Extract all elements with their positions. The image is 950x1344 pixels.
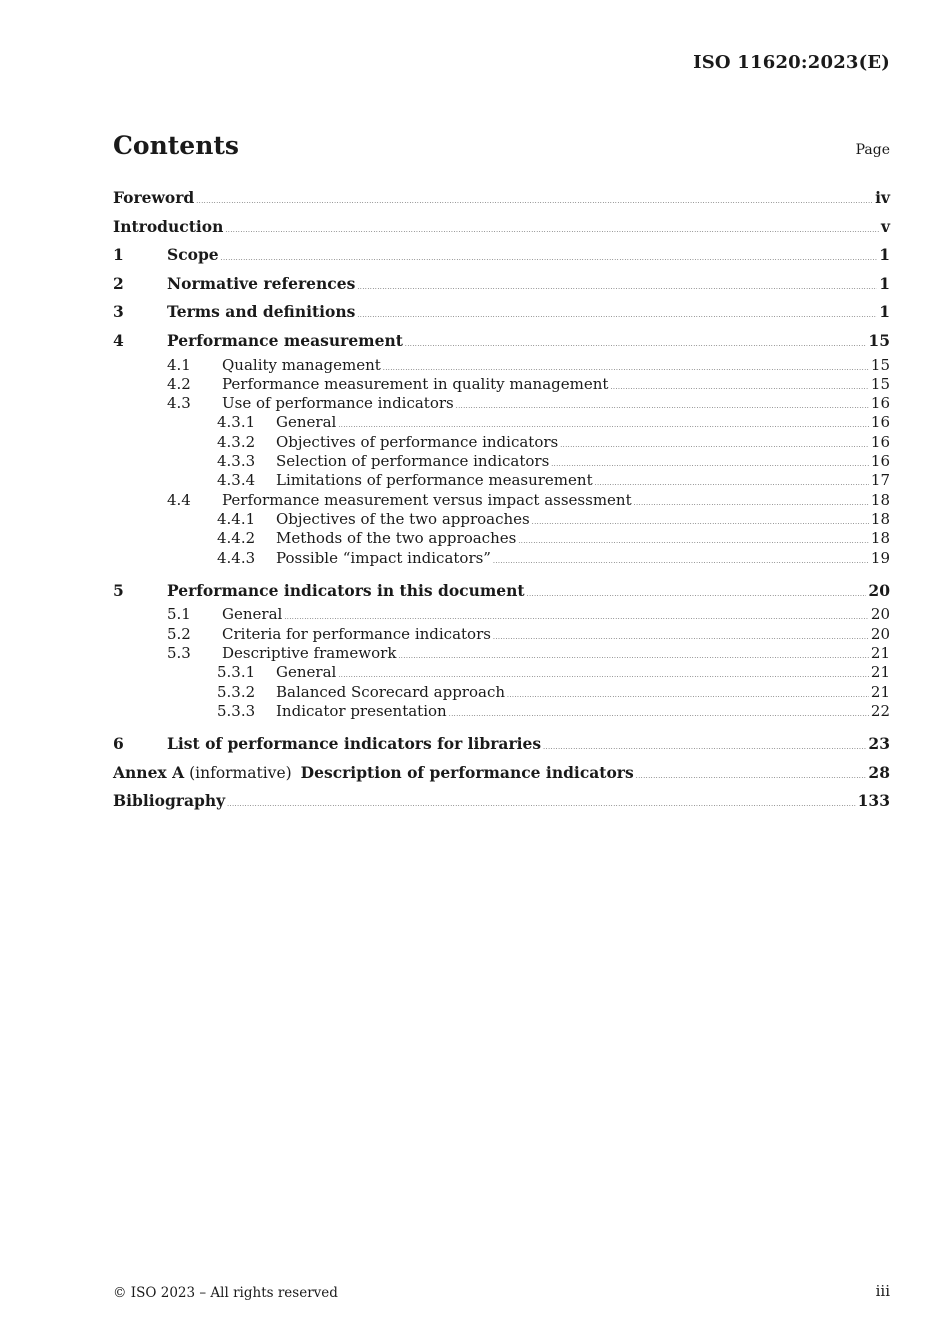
toc-entry-title: Performance measurement versus impact assessment (222, 490, 632, 509)
toc-entry-page: 21 (870, 663, 890, 682)
toc-entry-title: General (222, 605, 283, 624)
toc-entry-title: List of performance indicators for libraries (167, 734, 542, 754)
dot-leader (610, 378, 868, 397)
toc-entry-title: Methods of the two approaches (276, 529, 517, 548)
toc-entry-4-2[interactable] (113, 375, 890, 394)
toc-entry-title: Introduction (113, 216, 224, 236)
toc-entry-page: 18 (870, 509, 890, 528)
copyright-notice: © ISO 2023 – All rights reserved (113, 1285, 338, 1301)
toc-entry-title: Indicator presentation (276, 701, 447, 720)
toc-entry-4-3-3[interactable] (113, 452, 890, 471)
toc-entry-5-3-3[interactable] (113, 702, 890, 721)
toc-entry-page: 22 (870, 701, 890, 720)
dot-leader (227, 791, 856, 820)
toc-entry-title: General (276, 413, 337, 432)
toc-entry-title: Performance indicators in this document (167, 580, 525, 600)
toc-entry-number: 5.3 (167, 644, 191, 663)
toc-entry-page: iv (875, 188, 890, 207)
toc-entry-page: 1 (879, 273, 890, 293)
toc-entry-4-3-1[interactable] (113, 413, 890, 432)
toc-entry-page: 1 (879, 245, 890, 265)
toc-entry-title: Normative references (167, 273, 356, 293)
toc-entry-page: 16 (870, 413, 890, 432)
dot-leader (225, 217, 879, 246)
toc-entry-number: 5.1 (167, 605, 191, 624)
toc-entry-annex-label: Annex A (113, 762, 185, 782)
toc-entry-page: 21 (870, 644, 890, 663)
toc-entry-number: 4.3.4 (217, 471, 256, 490)
toc-entry-page: 20 (868, 580, 890, 600)
dot-leader (527, 581, 867, 610)
toc-entry-title: Performance measurement (167, 330, 403, 350)
toc-entry-6[interactable] (113, 730, 890, 759)
toc-entry-4-3[interactable] (113, 394, 890, 413)
dot-leader (507, 686, 869, 705)
dot-leader (456, 397, 869, 416)
toc-entry-title: Quality management (222, 355, 381, 374)
dot-leader (560, 436, 869, 455)
toc-entry-title: Description of performance indicators (300, 762, 634, 782)
toc-entry-annex-type: (informative) (189, 763, 292, 782)
toc-entry-4-4[interactable] (113, 491, 890, 510)
toc-entry-title: Use of performance indicators (222, 394, 454, 413)
toc-entry-page: v (880, 216, 890, 236)
toc-entry-number: 6 (113, 734, 124, 754)
toc-entry-page: 15 (870, 374, 890, 393)
toc-entry-number: 2 (113, 273, 124, 293)
dot-leader (636, 763, 867, 792)
contents-title: Contents (113, 131, 240, 160)
table-of-contents (113, 184, 890, 816)
toc-entry-title: Criteria for performance indicators (222, 624, 491, 643)
toc-entry-4[interactable] (113, 327, 890, 356)
toc-entry-page: 28 (868, 762, 890, 782)
toc-entry-annex-a[interactable] (113, 759, 890, 788)
toc-entry-4-4-1[interactable] (113, 510, 890, 529)
toc-entry-page: 18 (870, 529, 890, 548)
toc-entry-number: 5.3.2 (217, 682, 256, 701)
toc-entry-5[interactable] (113, 577, 890, 606)
dot-leader (398, 647, 868, 666)
dot-leader (405, 331, 867, 360)
toc-entry-title: Foreword (113, 188, 195, 207)
toc-entry-title: Bibliography (113, 791, 226, 811)
toc-entry-3[interactable] (113, 298, 890, 327)
toc-entry-page: 1 (879, 302, 890, 322)
toc-entry-4-3-2[interactable] (113, 433, 890, 452)
toc-entry-title: Objectives of performance indicators (276, 432, 559, 451)
toc-entry-number: 4.3.2 (217, 432, 256, 451)
toc-entry-bibliography[interactable] (113, 787, 890, 816)
dot-leader (532, 513, 869, 532)
toc-entry-number: 5.3.3 (217, 701, 256, 720)
toc-entry-title: Selection of performance indicators (276, 452, 550, 471)
toc-entry-title: Balanced Scorecard approach (276, 682, 506, 701)
toc-entry-page: 21 (870, 682, 890, 701)
dot-leader (518, 532, 869, 551)
toc-entry-5-1[interactable] (113, 605, 890, 624)
dot-leader (551, 455, 869, 474)
document-id: ISO 11620:2023(E) (693, 52, 890, 73)
toc-entry-number: 5.2 (167, 624, 191, 643)
toc-entry-2[interactable] (113, 270, 890, 299)
toc-entry-page: 133 (857, 791, 890, 811)
toc-entry-number: 4 (113, 330, 124, 350)
dot-leader (357, 302, 877, 331)
toc-entry-title: Descriptive framework (222, 644, 397, 663)
toc-entry-page: 18 (870, 490, 890, 509)
dot-leader (449, 705, 869, 724)
toc-entry-page: 20 (870, 605, 890, 624)
toc-entry-number: 3 (113, 302, 124, 322)
toc-entry-page: 23 (868, 734, 890, 754)
toc-entry-number: 5.3.1 (217, 663, 256, 682)
toc-entry-number: 5 (113, 580, 124, 600)
toc-entry-title: Possible “impact indicators” (276, 548, 491, 567)
toc-entry-title: Terms and definitions (167, 302, 356, 322)
toc-entry-title: Performance measurement in quality management (222, 374, 609, 393)
toc-entry-4-4-2[interactable] (113, 529, 890, 548)
dot-leader (493, 552, 869, 571)
toc-entry-page: 15 (868, 330, 890, 350)
toc-entry-5-3[interactable] (113, 644, 890, 663)
toc-entry-page: 17 (870, 471, 890, 490)
dot-leader (357, 274, 877, 303)
toc-entry-number: 4.4.3 (217, 548, 256, 567)
toc-entry-foreword[interactable] (113, 184, 890, 213)
toc-entry-title: Scope (167, 245, 219, 265)
toc-entry-number: 1 (113, 245, 124, 265)
toc-entry-number: 4.3.3 (217, 452, 256, 471)
toc-entry-number: 4.4.2 (217, 529, 256, 548)
toc-entry-number: 4.4 (167, 490, 191, 509)
toc-entry-page: 16 (870, 432, 890, 451)
toc-entry-page: 16 (870, 452, 890, 471)
toc-entry-number: 4.1 (167, 355, 191, 374)
dot-leader (493, 628, 869, 647)
toc-entry-number: 4.4.1 (217, 509, 256, 528)
toc-entry-4-4-3[interactable] (113, 549, 890, 568)
dot-leader (595, 474, 869, 493)
toc-entry-number: 4.3.1 (217, 413, 256, 432)
toc-entry-5-3-2[interactable] (113, 683, 890, 702)
page-column-label: Page (855, 142, 890, 158)
dot-leader (196, 188, 873, 217)
toc-entry-number: 4.2 (167, 374, 191, 393)
toc-entry-page: 20 (870, 624, 890, 643)
toc-entry-5-2[interactable] (113, 625, 890, 644)
toc-entry-1[interactable] (113, 241, 890, 270)
toc-entry-title: Objectives of the two approaches (276, 509, 530, 528)
toc-entry-title: Limitations of performance measurement (276, 471, 593, 490)
toc-entry-page: 15 (870, 355, 890, 374)
toc-entry-introduction[interactable] (113, 213, 890, 242)
toc-entry-5-3-1[interactable] (113, 663, 890, 682)
toc-entry-4-1[interactable] (113, 356, 890, 375)
toc-entry-page: 19 (870, 548, 890, 567)
page-number: iii (875, 1282, 890, 1300)
toc-entry-title: General (276, 663, 337, 682)
toc-entry-number: 4.3 (167, 394, 191, 413)
dot-leader (634, 494, 869, 513)
toc-entry-4-3-4[interactable] (113, 471, 890, 490)
toc-entry-page: 16 (870, 394, 890, 413)
